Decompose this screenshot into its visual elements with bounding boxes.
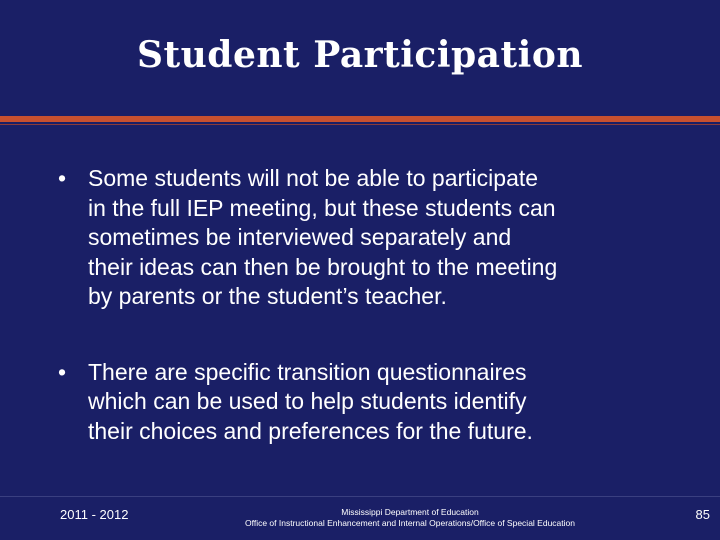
bullet-marker: • [58, 358, 67, 385]
title-divider [0, 116, 720, 122]
bullet-list [58, 164, 678, 446]
bullet-line: their choices and preferences for the future. [88, 417, 533, 444]
bullet-item [58, 358, 678, 447]
bullet-line: sometimes be interviewed separately and [88, 224, 512, 250]
title-divider-thin [0, 124, 720, 125]
bullet-line: their ideas can then be brought to the meeting [88, 253, 558, 280]
footer-organization [160, 507, 660, 529]
slide-title: Student Participation [137, 34, 583, 76]
bullet-line: Some students will not be able to participate [88, 165, 539, 191]
bullet-line: in the full IEP meeting, but these students can [88, 194, 556, 221]
bullet-item [58, 164, 678, 312]
bullet-line: There are specific transition questionnaires [88, 358, 527, 385]
footer-year: 2011 - 2012 [60, 507, 129, 522]
page-number: 85 [695, 507, 710, 522]
footer-divider [0, 496, 720, 497]
footer-org-line: Office of Instructional Enhancement and Internal Operations/Office of Special Education [245, 518, 575, 528]
bullet-marker: • [58, 165, 67, 191]
footer-org-line: Mississippi Department of Education [341, 507, 479, 517]
bullet-line: which can be used to help students identify [88, 388, 527, 414]
bullet-line: by parents or the student’s teacher. [88, 283, 447, 309]
